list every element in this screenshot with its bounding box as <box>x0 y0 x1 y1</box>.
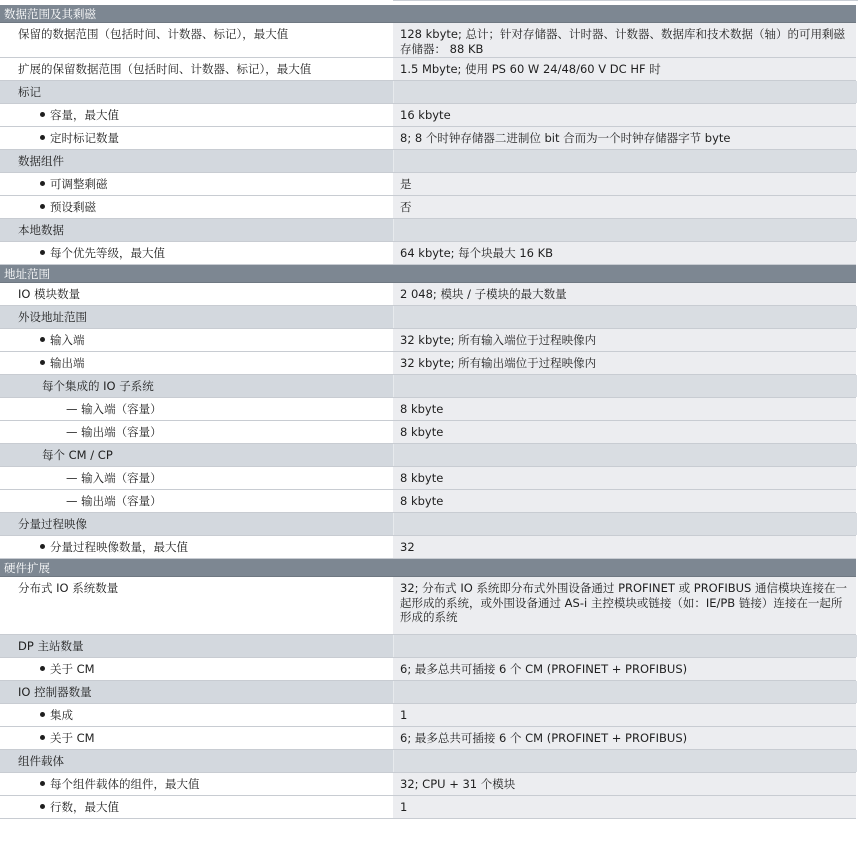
group-title: 本地数据 <box>18 223 64 237</box>
group-title: 外设地址范围 <box>18 310 87 324</box>
group-header <box>0 150 856 173</box>
group-header <box>0 444 856 467</box>
spec-value: 32 <box>393 536 856 558</box>
spec-value: 32; CPU + 31 个模块 <box>393 773 856 795</box>
bullet-icon <box>40 712 45 717</box>
spec-row <box>0 127 856 150</box>
spec-value: 1.5 Mbyte; 使用 PS 60 W 24/48/60 V DC HF 时 <box>393 58 856 80</box>
spec-label <box>40 708 410 723</box>
spec-value: 128 kbyte; 总计；针对存储器、计时器、计数器、数据库和技术数据（轴）的可用剩磁存储器： 88 KB <box>393 23 856 57</box>
spec-label-text: 保留的数据范围（包括时间、计数器、标记），最大值 <box>18 27 289 41</box>
bullet-icon <box>40 250 45 255</box>
section-header <box>0 5 856 23</box>
spec-label-text: 每个优先等级，最大值 <box>50 246 165 260</box>
spec-row <box>0 421 856 444</box>
spec-label-text: — 输出端（容量） <box>66 494 162 508</box>
spec-row <box>0 352 856 375</box>
group-value-cell <box>393 513 857 535</box>
spec-label <box>66 425 436 440</box>
bullet-icon <box>40 544 45 549</box>
spec-row <box>0 196 856 219</box>
spec-value: 1 <box>393 796 856 818</box>
spec-label-text: 关于 CM <box>50 662 95 676</box>
spec-row <box>0 173 856 196</box>
spec-row <box>0 536 856 559</box>
spec-label-text: 输入端 <box>50 333 85 347</box>
group-value-cell <box>393 306 857 328</box>
section-header <box>0 265 856 283</box>
bullet-icon <box>40 360 45 365</box>
spec-value: 32 kbyte; 所有输出端位于过程映像内 <box>393 352 856 374</box>
spec-row <box>0 796 856 819</box>
group-value-cell <box>393 444 857 466</box>
spec-row <box>0 398 856 421</box>
spec-value: 2 048; 模块 / 子模块的最大数量 <box>393 283 856 305</box>
spec-label-text: 分布式 IO 系统数量 <box>18 581 119 595</box>
spec-label-text: IO 模块数量 <box>18 287 81 301</box>
bullet-icon <box>40 337 45 342</box>
spec-table <box>0 5 856 819</box>
spec-label-text: 行数，最大值 <box>50 800 119 814</box>
spec-label <box>40 200 410 215</box>
spec-label-text: 扩展的保留数据范围（包括时间、计数器、标记），最大值 <box>18 62 312 76</box>
spec-value: 64 kbyte; 每个块最大 16 KB <box>393 242 856 264</box>
spec-row <box>0 727 856 750</box>
spec-label <box>40 246 410 261</box>
spec-value: 16 kbyte <box>393 104 856 126</box>
group-header <box>0 219 856 242</box>
spec-value: 6; 最多总共可插接 6 个 CM (PROFINET + PROFIBUS) <box>393 658 856 680</box>
group-header <box>0 750 856 773</box>
section-header <box>0 559 856 577</box>
spec-label-text: 集成 <box>50 708 73 722</box>
spec-label <box>40 356 410 371</box>
group-header <box>0 375 856 398</box>
spec-label-text: 容量，最大值 <box>50 108 119 122</box>
spec-label-text: 定时标记数量 <box>50 131 119 145</box>
spec-value: 是 <box>393 173 856 195</box>
spec-row <box>0 467 856 490</box>
group-value-cell <box>393 681 857 703</box>
spec-value: 1 <box>393 704 856 726</box>
spec-label-text: 分量过程映像数量，最大值 <box>50 540 188 554</box>
bullet-icon <box>40 666 45 671</box>
spec-row <box>0 329 856 352</box>
bullet-icon <box>40 112 45 117</box>
section-title: 硬件扩展 <box>4 561 50 575</box>
spec-value: 6; 最多总共可插接 6 个 CM (PROFINET + PROFIBUS) <box>393 727 856 749</box>
group-title: 数据组件 <box>18 154 64 168</box>
group-title: 分量过程映像 <box>18 517 87 531</box>
spec-row <box>0 104 856 127</box>
group-title: 标记 <box>18 85 41 99</box>
spec-label <box>18 27 388 42</box>
section-title: 数据范围及其剩磁 <box>4 7 96 21</box>
group-value-cell <box>393 375 857 397</box>
spec-label-text: — 输入端（容量） <box>66 471 162 485</box>
spec-row <box>0 283 856 306</box>
bullet-icon <box>40 181 45 186</box>
spec-label-text: 关于 CM <box>50 731 95 745</box>
spec-row <box>0 773 856 796</box>
spec-label <box>40 131 410 146</box>
spec-label <box>18 62 388 77</box>
group-value-cell <box>393 750 857 772</box>
spec-value: 8 kbyte <box>393 421 856 443</box>
spec-label <box>18 287 388 302</box>
spec-row <box>0 23 856 58</box>
spec-label <box>40 662 410 677</box>
spec-label <box>40 540 410 555</box>
spec-value: 32; 分布式 IO 系统即分布式外围设备通过 PROFINET 或 PROFIBUS 通信模块连接在一起形成的系统，或外围设备通过 AS-i 主控模块或链接（如：IE/PB 链接）连接在一起所形成的系统 <box>393 577 856 634</box>
group-value-cell <box>393 635 857 657</box>
spec-row <box>0 577 856 635</box>
group-header <box>0 81 856 104</box>
spec-row <box>0 658 856 681</box>
group-value-cell <box>393 81 857 103</box>
group-title: 组件载体 <box>18 754 64 768</box>
spec-row <box>0 242 856 265</box>
group-header <box>0 681 856 704</box>
spec-label <box>66 494 436 509</box>
group-header <box>0 306 856 329</box>
spec-label <box>40 800 410 815</box>
spec-row <box>0 490 856 513</box>
spec-label-text: — 输出端（容量） <box>66 425 162 439</box>
group-title: 每个 CM / CP <box>42 448 113 462</box>
group-value-cell <box>393 219 857 241</box>
bullet-icon <box>40 735 45 740</box>
spec-row <box>0 58 856 81</box>
group-title: DP 主站数量 <box>18 639 84 653</box>
group-value-cell <box>393 150 857 172</box>
spec-value: 8 kbyte <box>393 398 856 420</box>
spec-label-text: 每个组件载体的组件，最大值 <box>50 777 200 791</box>
spec-label <box>40 177 410 192</box>
spec-label-text: 输出端 <box>50 356 85 370</box>
spec-label <box>40 777 410 792</box>
bullet-icon <box>40 135 45 140</box>
spec-value: 8; 8 个时钟存储器二进制位 bit 合而为一个时钟存储器字节 byte <box>393 127 856 149</box>
spec-value: 否 <box>393 196 856 218</box>
group-header <box>0 513 856 536</box>
group-header <box>0 635 856 658</box>
spec-label <box>66 471 436 486</box>
spec-label-text: — 输入端（容量） <box>66 402 162 416</box>
spec-row <box>0 704 856 727</box>
group-title: IO 控制器数量 <box>18 685 92 699</box>
bullet-icon <box>40 781 45 786</box>
bullet-icon <box>40 804 45 809</box>
top-strip-rule <box>393 0 858 1</box>
group-title: 每个集成的 IO 子系统 <box>42 379 154 393</box>
spec-value: 8 kbyte <box>393 490 856 512</box>
spec-value: 8 kbyte <box>393 467 856 489</box>
spec-label <box>66 402 436 417</box>
spec-label <box>40 731 410 746</box>
spec-label-text: 可调整剩磁 <box>50 177 108 191</box>
spec-label-text: 预设剩磁 <box>50 200 96 214</box>
spec-label <box>18 581 388 596</box>
spec-label <box>40 333 410 348</box>
spec-label <box>40 108 410 123</box>
section-title: 地址范围 <box>4 267 50 281</box>
bullet-icon <box>40 204 45 209</box>
spec-value: 32 kbyte; 所有输入端位于过程映像内 <box>393 329 856 351</box>
